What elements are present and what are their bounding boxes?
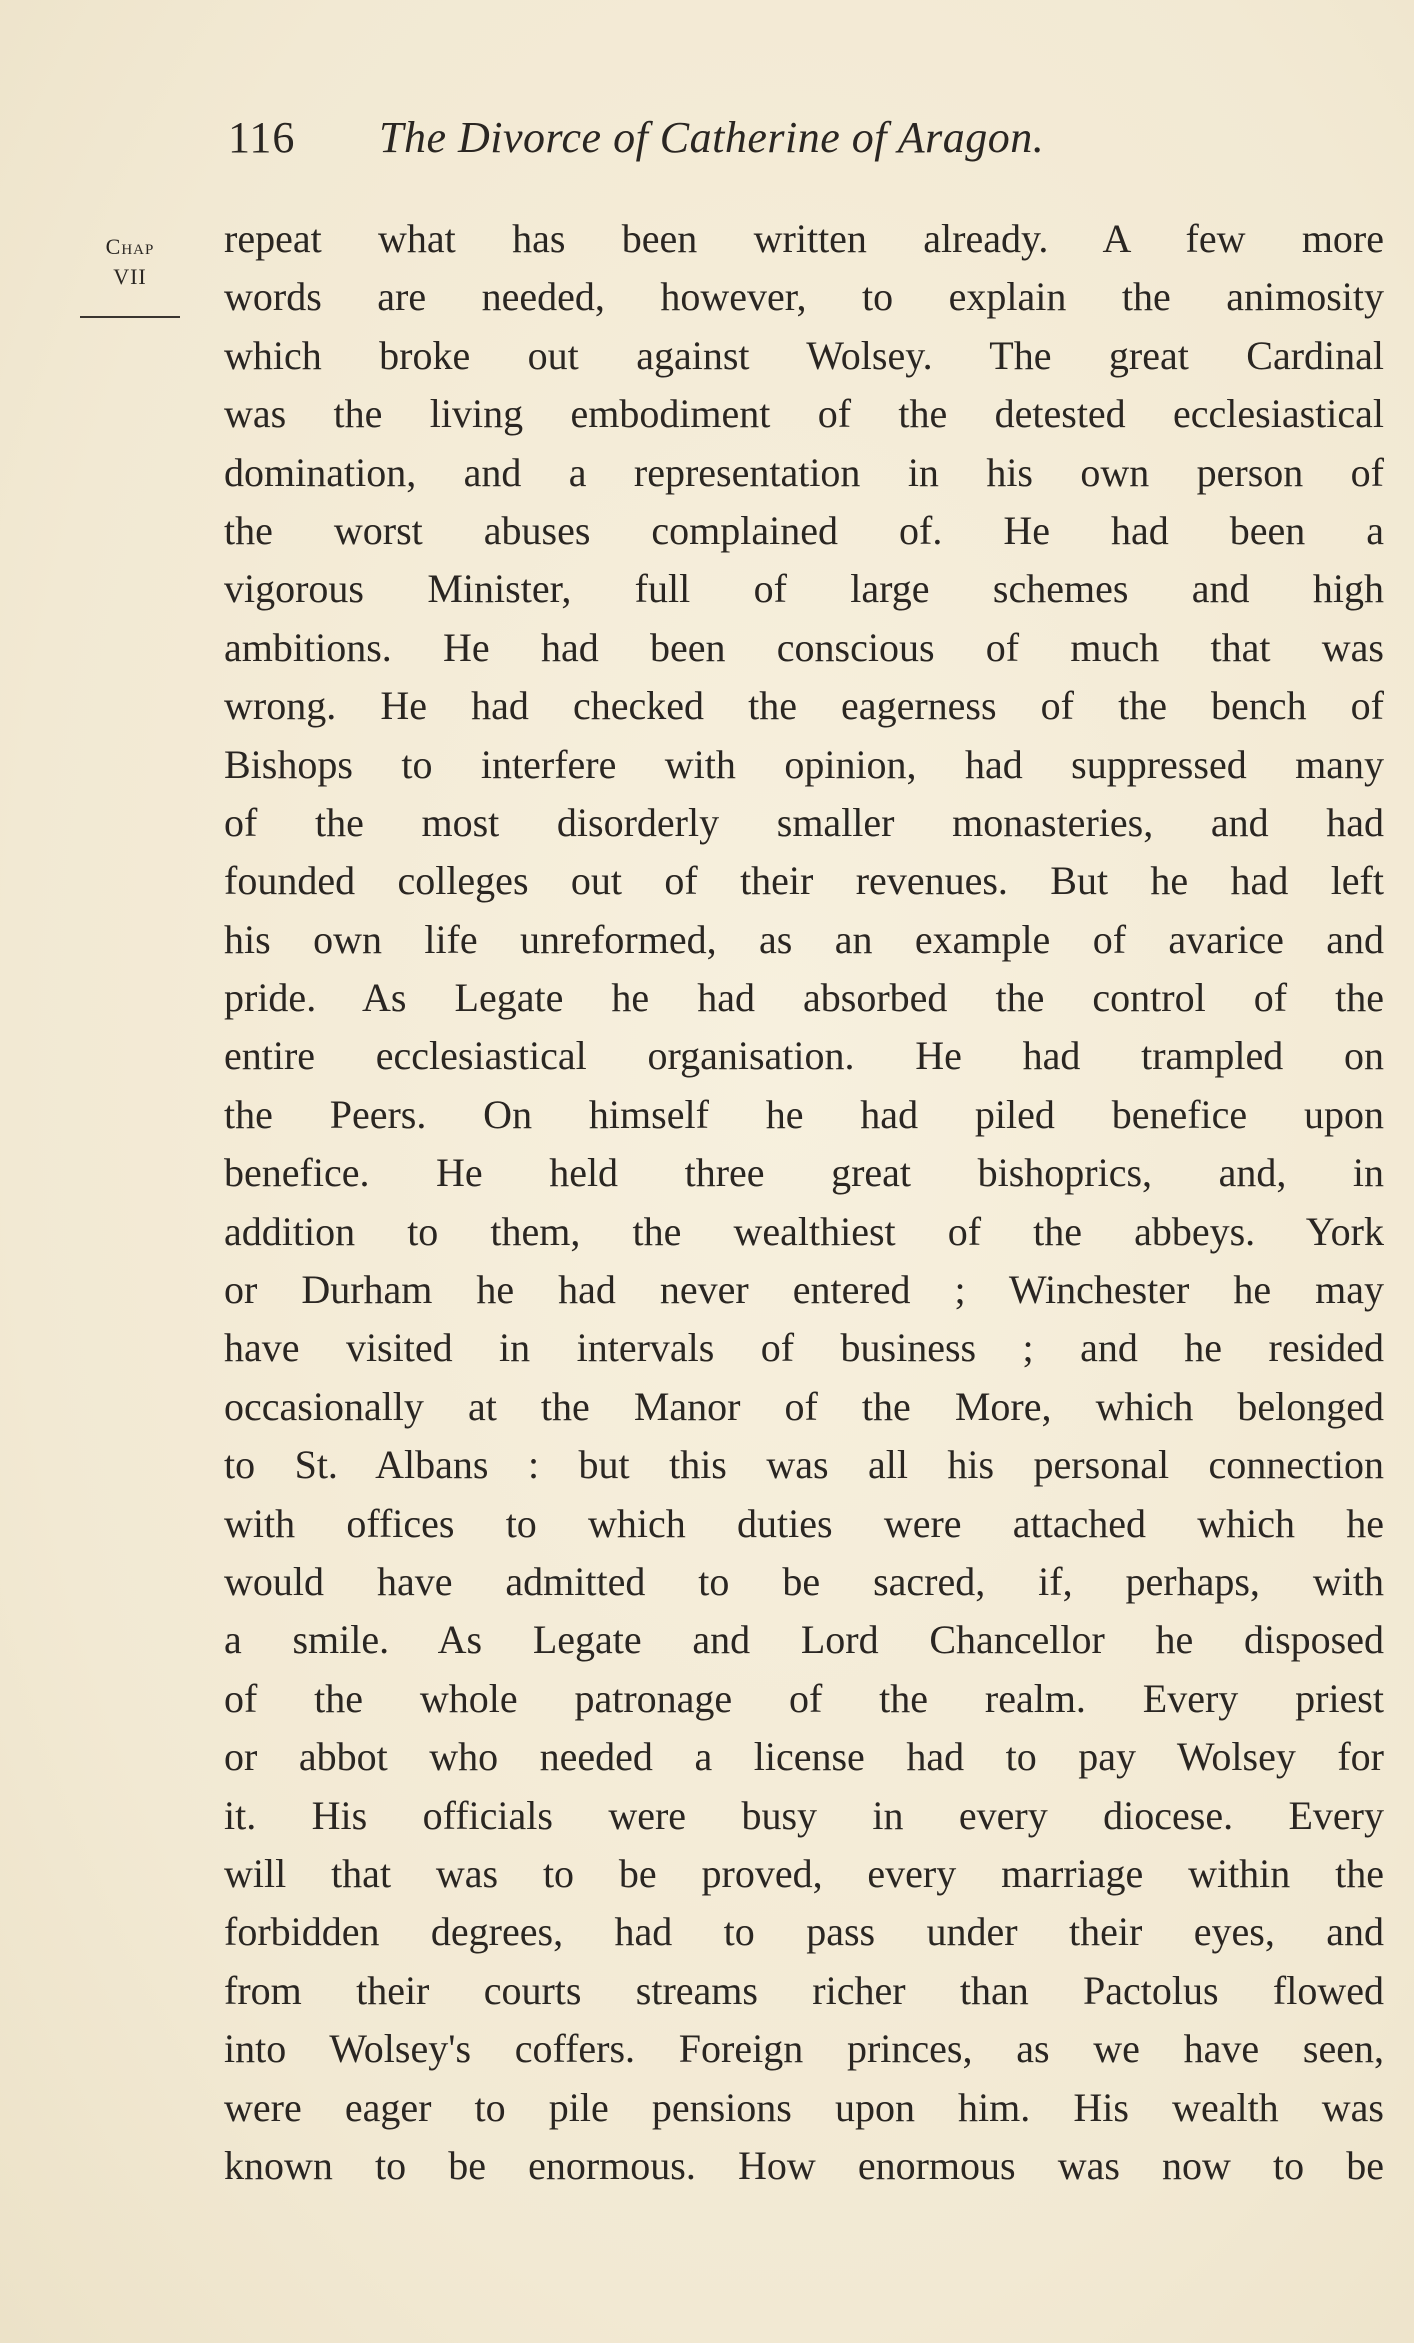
body-text <box>224 210 1384 2195</box>
text-line: ambitions. He had been conscious of much that was <box>224 624 1384 670</box>
text-line: domination, and a representation in his own person of <box>224 449 1384 495</box>
chapter-margin-note <box>80 232 180 292</box>
text-line: entire ecclesiastical organisation. He had trampled on <box>224 1033 1384 1079</box>
text-line: wrong. He had checked the eagerness of the bench of <box>224 683 1384 729</box>
text-line: the Peers. On himself he had piled benefice upon <box>224 1091 1384 1137</box>
text-line: have visited in intervals of business ; and he resided <box>224 1325 1384 1371</box>
text-line: forbidden degrees, had to pass under their eyes, and <box>224 1909 1384 1955</box>
text-line: to St. Albans : but this was all his personal connection <box>224 1442 1384 1488</box>
page-header <box>228 108 1328 168</box>
text-line: with offices to which duties were attached which he <box>224 1500 1384 1546</box>
text-line: of the most disorderly smaller monasteries, and had <box>224 799 1384 845</box>
text-line: will that was to be proved, every marriage within the <box>224 1850 1384 1896</box>
text-line: were eager to pile pensions upon him. His wealth was <box>224 2084 1384 2130</box>
chapter-label: Chap <box>105 234 155 259</box>
chapter-number: VII <box>113 264 147 289</box>
text-line: or abbot who needed a license had to pay Wolsey for <box>224 1734 1384 1780</box>
text-line: into Wolsey's coffers. Foreign princes, as we have seen, <box>224 2026 1384 2072</box>
text-line: occasionally at the Manor of the More, which belonged <box>224 1383 1384 1429</box>
text-line: known to be enormous. How enormous was now to be <box>224 2142 1384 2188</box>
text-line: Bishops to interfere with opinion, had suppressed many <box>224 741 1384 787</box>
text-line: was the living embodiment of the detested ecclesiastical <box>224 391 1384 437</box>
text-line: it. His officials were busy in every diocese. Every <box>224 1792 1384 1838</box>
text-line: his own life unreformed, as an example of avarice and <box>224 916 1384 962</box>
text-line: addition to them, the wealthiest of the abbeys. York <box>224 1208 1384 1254</box>
text-line: founded colleges out of their revenues. But he had left <box>224 858 1384 904</box>
text-line: the worst abuses complained of. He had been a <box>224 507 1384 553</box>
page-number: 116 <box>228 113 296 162</box>
text-line: a smile. As Legate and Lord Chancellor he disposed <box>224 1617 1384 1663</box>
text-line: which broke out against Wolsey. The great Cardinal <box>224 332 1384 378</box>
running-title: The Divorce of Catherine of Aragon. <box>379 113 1045 162</box>
margin-divider <box>80 316 180 318</box>
text-line: repeat what has been written already. A few more <box>224 216 1384 261</box>
text-line: pride. As Legate he had absorbed the control of the <box>224 975 1384 1021</box>
text-line: benefice. He held three great bishoprics, and, in <box>224 1150 1384 1196</box>
text-line: would have admitted to be sacred, if, perhaps, with <box>224 1558 1384 1604</box>
text-line: of the whole patronage of the realm. Every priest <box>224 1675 1384 1721</box>
text-line: from their courts streams richer than Pactolus flowed <box>224 1967 1384 2013</box>
text-line: vigorous Minister, full of large schemes and high <box>224 566 1384 612</box>
text-line: words are needed, however, to explain the animosity <box>224 274 1384 320</box>
text-line: or Durham he had never entered ; Winchester he may <box>224 1267 1384 1313</box>
